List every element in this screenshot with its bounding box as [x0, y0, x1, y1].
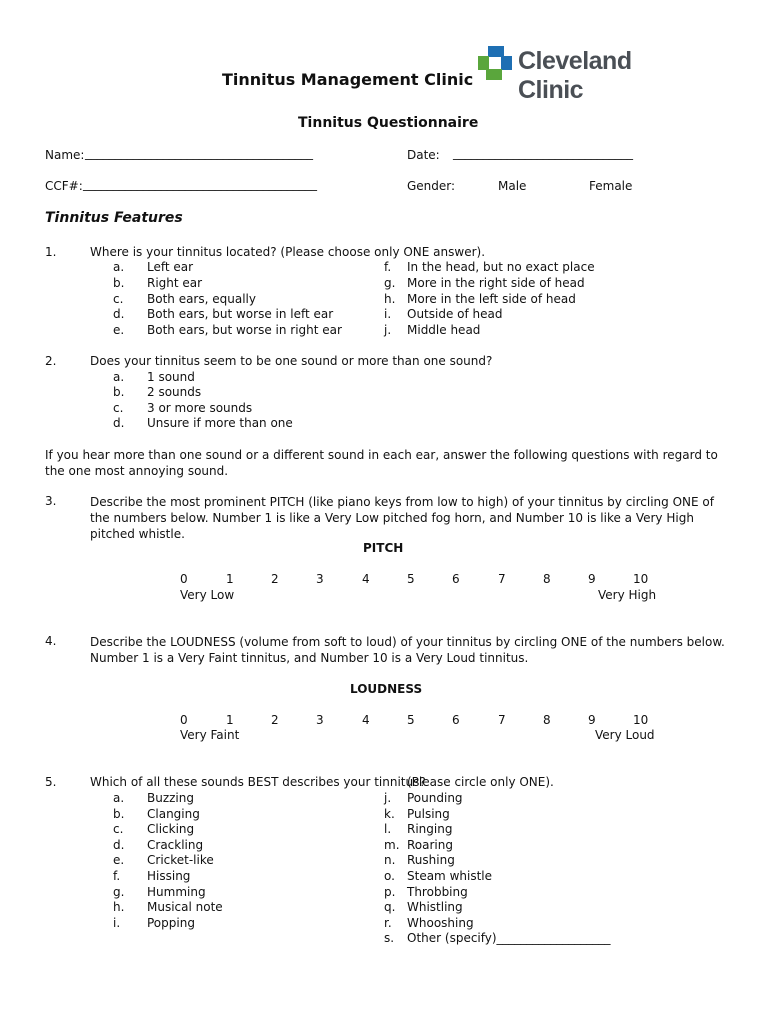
q2-option[interactable]: 3 or more sounds [147, 400, 253, 415]
q5-number: 5. [45, 775, 57, 789]
q1-left-option[interactable]: Both ears, but worse in left ear [147, 307, 334, 322]
q1-left-letter: b. [113, 275, 125, 290]
logo-text: Cleveland Clinic [518, 47, 632, 104]
q5-left-option[interactable]: Musical note [147, 900, 223, 915]
q5-right-letter: l. [384, 822, 392, 837]
date-label: Date: [407, 148, 440, 162]
q1-right-letter: h. [384, 291, 396, 306]
q5-left-option[interactable]: Crackling [147, 837, 204, 852]
q5-left-option[interactable]: Clanging [147, 806, 200, 821]
pitch-scale-value[interactable]: 9 [588, 572, 596, 586]
name-field[interactable]: ______________________________________ [85, 146, 313, 160]
q1-right-letter: i. [384, 307, 392, 322]
q1-right-letter: f. [384, 260, 392, 274]
loudness-scale-value[interactable]: 9 [588, 713, 596, 727]
q1-left-letter: c. [113, 291, 124, 306]
q5-right-option[interactable]: Throbbing [407, 884, 468, 899]
name-label: Name: [45, 148, 85, 162]
pitch-scale-value[interactable]: 8 [543, 572, 551, 586]
q5-left-letter: c. [113, 822, 124, 837]
q5-right-letter: p. [384, 884, 396, 899]
q5-note: (Please circle only ONE). [407, 775, 554, 789]
q5-right-option[interactable]: Ringing [407, 822, 453, 837]
q5-left-option[interactable]: Cricket-like [147, 853, 214, 868]
q1-left-option[interactable]: Right ear [147, 275, 203, 290]
loudness-scale-value[interactable]: 8 [543, 713, 551, 727]
q5-right-option[interactable]: Pulsing [407, 806, 450, 821]
q1-right-option[interactable]: Middle head [407, 323, 481, 338]
cleveland-clinic-logo [478, 45, 688, 104]
q5-right-letter: r. [384, 915, 392, 930]
q5-right-letter: o. [384, 869, 395, 883]
q5-left-option[interactable]: Humming [147, 884, 206, 899]
q1-right-letter: g. [384, 275, 396, 290]
loudness-scale-title: LOUDNESS [350, 682, 423, 696]
q5-right-option[interactable]: Steam whistle [407, 869, 492, 883]
q5-right-option[interactable]: Roaring [407, 837, 453, 852]
q5-left-letter: g. [113, 884, 125, 899]
cleveland-clinic-logo-icon [478, 46, 512, 80]
q1-right-option[interactable]: More in the right side of head [407, 275, 585, 290]
q2-letter: d. [113, 415, 125, 430]
q1-number: 1. [45, 245, 57, 259]
q1-left-option[interactable]: Left ear [147, 260, 194, 274]
gender-label: Gender: [407, 179, 456, 193]
pitch-scale-value[interactable]: 1 [226, 572, 234, 586]
loudness-scale-value[interactable]: 10 [633, 713, 649, 727]
q5-text: Which of all these sounds BEST describes your tinnitus? [90, 775, 426, 789]
questionnaire-title: Tinnitus Questionnaire [298, 115, 479, 131]
q5-right-letter: q. [384, 900, 396, 915]
loudness-low-label: Very Faint [180, 728, 240, 742]
q5-left-option[interactable]: Clicking [147, 822, 195, 837]
pitch-scale-value[interactable]: 4 [362, 572, 370, 586]
q5-left-letter: b. [113, 806, 125, 821]
q2-option[interactable]: Unsure if more than one [147, 415, 293, 430]
q2-option[interactable]: 1 sound [147, 370, 195, 384]
loudness-scale-value[interactable]: 7 [498, 713, 506, 727]
q5-left-option[interactable]: Popping [147, 915, 195, 930]
q2-letter: c. [113, 400, 124, 415]
q1-right-option[interactable]: In the head, but no exact place [407, 260, 595, 274]
q1-left-option[interactable]: Both ears, equally [147, 291, 256, 306]
q5-left-letter: e. [113, 853, 125, 868]
loudness-scale-value[interactable]: 1 [226, 713, 234, 727]
q5-right-letter: j. [384, 791, 392, 805]
pitch-scale-value[interactable]: 7 [498, 572, 506, 586]
section-title: Tinnitus Features [45, 210, 183, 226]
q1-text: Where is your tinnitus located? (Please choose only ONE answer). [90, 245, 486, 259]
date-field[interactable]: ______________________________ [453, 146, 633, 160]
pitch-scale-value[interactable]: 2 [271, 572, 279, 586]
q2-letter: b. [113, 385, 125, 400]
q2-letter: a. [113, 370, 125, 384]
q3-number: 3. [45, 494, 57, 508]
q5-right-option[interactable]: Whistling [407, 900, 463, 915]
loudness-scale-value[interactable]: 2 [271, 713, 279, 727]
q5-left-option[interactable]: Hissing [147, 869, 191, 883]
gender-male-option[interactable]: Male [498, 179, 527, 193]
loudness-scale-value[interactable]: 5 [407, 713, 415, 727]
clinic-title: Tinnitus Management Clinic [222, 70, 474, 89]
q5-right-letter: k. [384, 806, 395, 821]
pitch-high-label: Very High [598, 588, 657, 602]
q4-text: Describe the LOUDNESS (volume from soft to loud) of your tinnitus by circling ONE of the numbers below. Number 1 is a Very Faint tinnitus, and Number 10 is a Very Loud tinnitus. [90, 635, 725, 665]
q5-left-letter: a. [113, 791, 125, 805]
q5-right-letter: s. [384, 931, 395, 946]
pitch-scale-title: PITCH [363, 541, 404, 555]
q5-left-letter: d. [113, 837, 125, 852]
q1-left-letter: e. [113, 323, 125, 338]
gender-female-option[interactable]: Female [589, 179, 633, 193]
q2-text: Does your tinnitus seem to be one sound or more than one sound? [90, 354, 493, 368]
q2-number: 2. [45, 354, 57, 368]
loudness-scale-value[interactable]: 0 [180, 713, 188, 727]
q5-right-letter: n. [384, 853, 396, 868]
pitch-low-label: Very Low [180, 588, 235, 602]
q5-right-letter: m. [384, 837, 400, 852]
q1-right-option[interactable]: More in the left side of head [407, 291, 576, 306]
q1-left-letter: d. [113, 307, 125, 322]
q1-left-letter: a. [113, 260, 125, 274]
q5-right-option[interactable]: Other (specify)___________________ [407, 931, 611, 946]
q5-left-letter: i. [113, 915, 121, 930]
pitch-scale-value[interactable]: 3 [316, 572, 324, 586]
q3-text: Describe the most prominent PITCH (like piano keys from low to high) of your tinnitus by circling ONE of the numbers below. Number 1 is like a Very Low pitched fog horn, and Number 10 is like a Very High pitched whistle. [90, 495, 714, 541]
loudness-scale-value[interactable]: 6 [452, 713, 460, 727]
loudness-high-label: Very Loud [595, 728, 655, 742]
pitch-scale-value[interactable]: 0 [180, 572, 188, 586]
q1-right-option[interactable]: Outside of head [407, 307, 503, 322]
instruction-text: If you hear more than one sound or a different sound in each ear, answer the following questions with regard to the one most annoying sound. [45, 448, 718, 478]
ccf-field[interactable]: _______________________________________ [83, 177, 317, 191]
loudness-scale-value[interactable]: 3 [316, 713, 324, 727]
q2-option[interactable]: 2 sounds [147, 385, 202, 400]
pitch-scale-value[interactable]: 5 [407, 572, 415, 586]
q1-left-option[interactable]: Both ears, but worse in right ear [147, 323, 342, 338]
loudness-scale-value[interactable]: 4 [362, 713, 370, 727]
q1-right-letter: j. [384, 323, 392, 338]
q5-left-letter: f. [113, 869, 121, 883]
q5-right-option[interactable]: Whooshing [407, 915, 474, 930]
pitch-scale-value[interactable]: 10 [633, 572, 649, 586]
q5-right-option[interactable]: Rushing [407, 853, 455, 868]
q5-left-letter: h. [113, 900, 125, 915]
q4-number: 4. [45, 634, 57, 648]
pitch-scale-value[interactable]: 6 [452, 572, 460, 586]
ccf-label: CCF#: [45, 179, 83, 193]
q5-left-option[interactable]: Buzzing [147, 791, 194, 805]
q5-right-option[interactable]: Pounding [407, 791, 463, 805]
